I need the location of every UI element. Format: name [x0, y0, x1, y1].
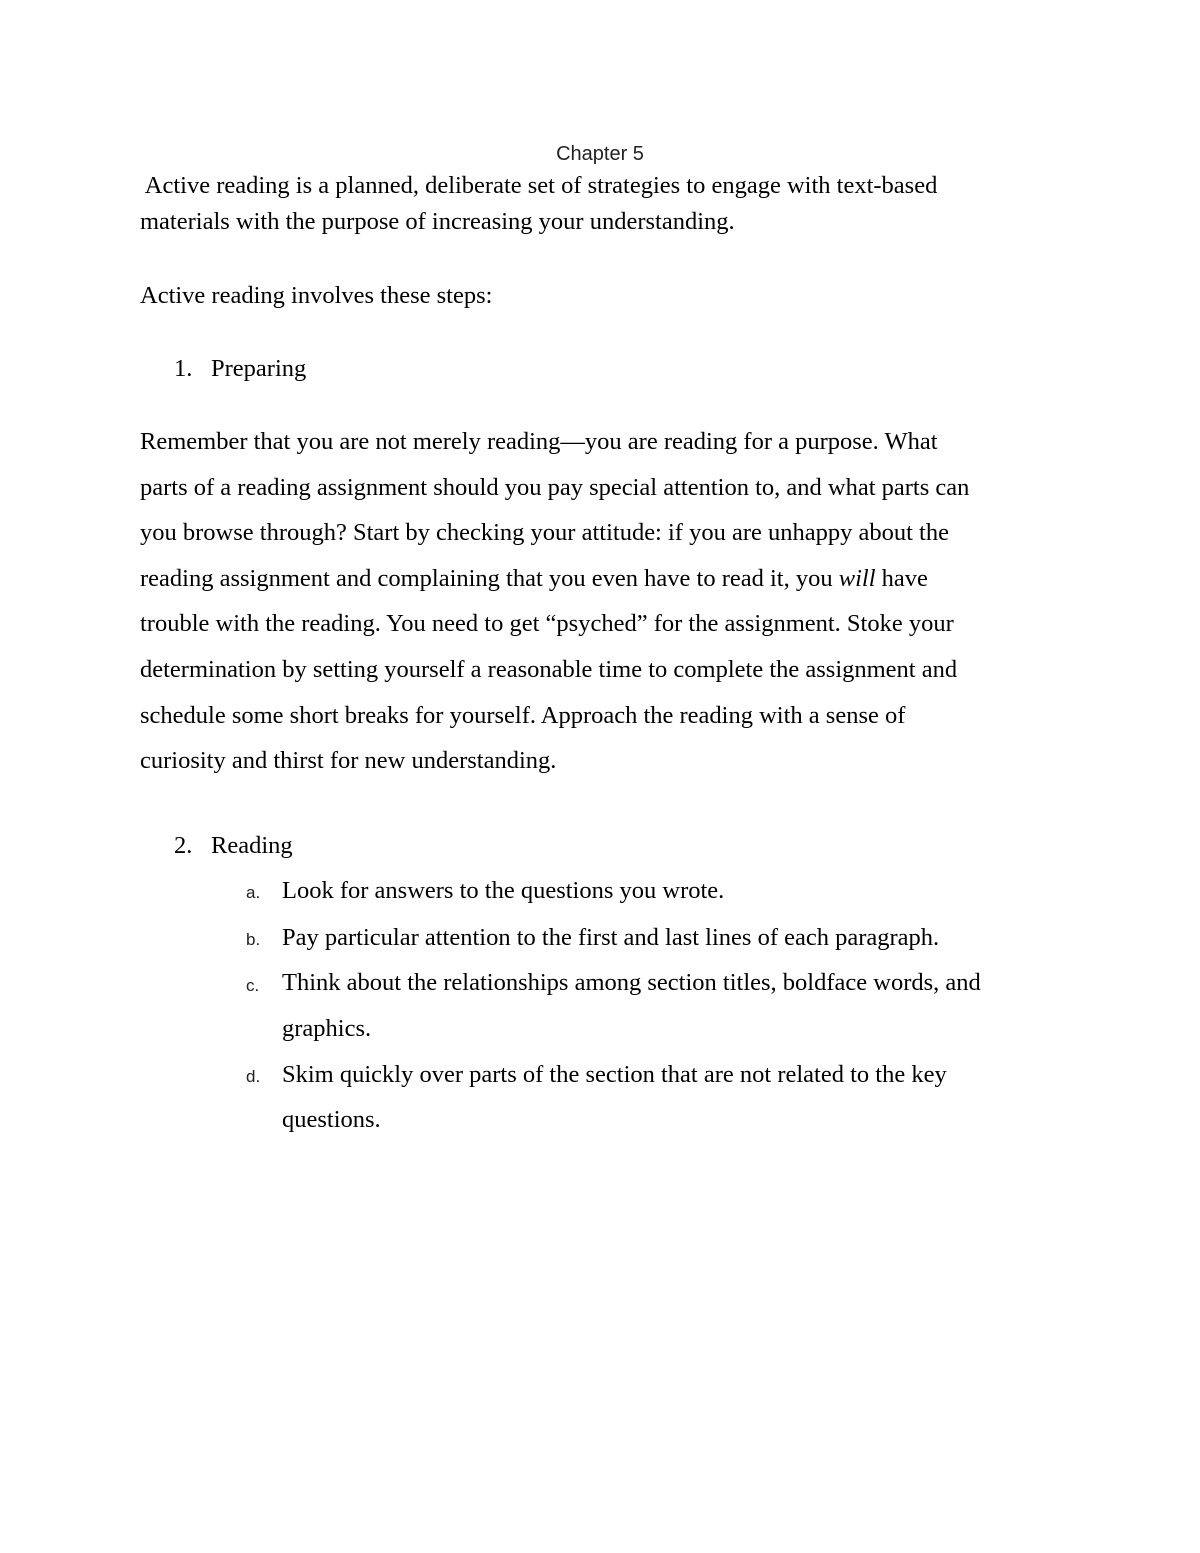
list-item-a: Look for answers to the questions you wrote. — [282, 877, 725, 904]
paragraph-line-4 — [140, 564, 928, 594]
list-marker-b: b. — [246, 930, 261, 949]
paragraph-line-7: schedule some short breaks for yourself. Approach the reading with a sense of — [140, 702, 906, 729]
list-marker-d: d. — [246, 1067, 261, 1086]
chapter-header: Chapter 5 — [556, 143, 644, 165]
paragraph-line-4-text: reading assignment and complaining that you even have to read it, you — [140, 565, 839, 592]
paragraph-line-6: determination by setting yourself a reasonable time to complete the assignment and — [140, 656, 958, 683]
list-item-c-line-2: graphics. — [282, 1015, 372, 1042]
list-item-b: Pay particular attention to the first and last lines of each paragraph. — [282, 924, 940, 951]
paragraph-line-1: Remember that you are not merely reading—you are reading for a purpose. What — [140, 428, 938, 455]
step-1-number: 1. — [174, 355, 193, 382]
intro-line-1: Active reading is a planned, deliberate set of strategies to engage with text-based — [140, 172, 938, 199]
paragraph-line-2: parts of a reading assignment should you pay special attention to, and what parts can — [140, 474, 970, 501]
steps-intro: Active reading involves these steps: — [140, 282, 493, 309]
step-2-title: Reading — [211, 832, 293, 859]
paragraph-line-8: curiosity and thirst for new understanding. — [140, 747, 557, 774]
list-marker-c: c. — [246, 976, 260, 995]
list-marker-a: a. — [246, 883, 261, 902]
intro-line-2: materials with the purpose of increasing your understanding. — [140, 208, 735, 235]
list-item-d-line-1: Skim quickly over parts of the section that are not related to the key — [282, 1061, 947, 1088]
paragraph-line-5: trouble with the reading. You need to get “psyched” for the assignment. Stoke your — [140, 610, 954, 637]
list-item-d-line-2: questions. — [282, 1106, 381, 1133]
list-item-c-line-1: Think about the relationships among section titles, boldface words, and — [282, 969, 981, 996]
paragraph-line-4-end: have — [875, 565, 928, 592]
step-2-number: 2. — [174, 832, 193, 859]
emphasis-will: will — [838, 565, 876, 592]
paragraph-line-3: you browse through? Start by checking your attitude: if you are unhappy about the — [140, 519, 949, 546]
step-1-title: Preparing — [211, 355, 307, 382]
